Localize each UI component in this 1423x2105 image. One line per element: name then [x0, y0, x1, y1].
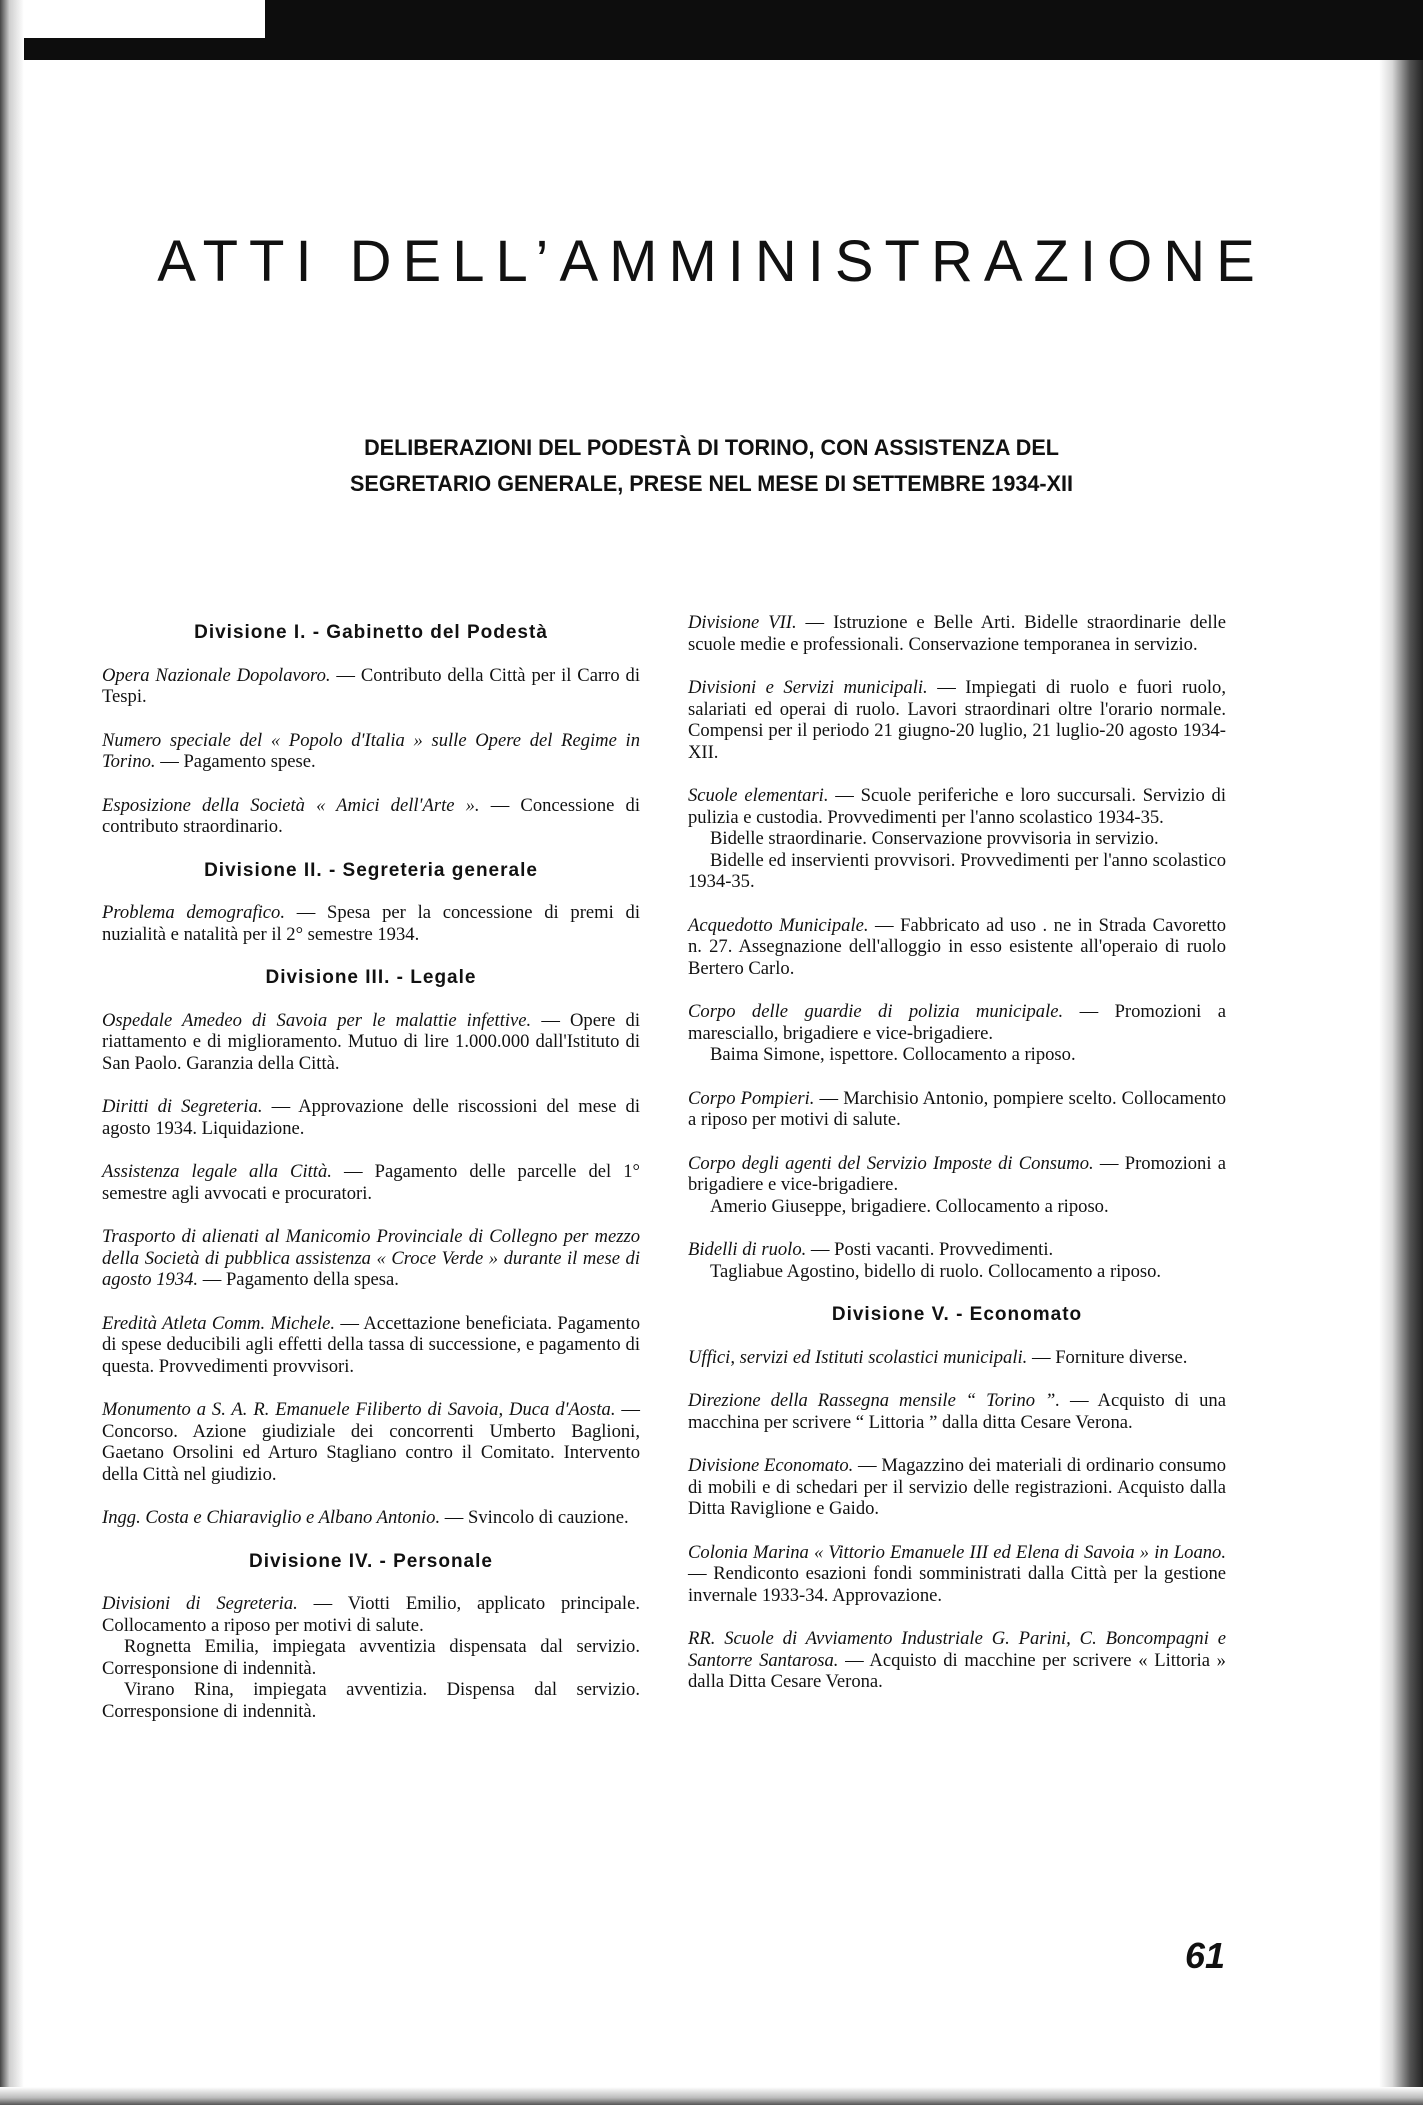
scan-top-gap [0, 0, 265, 38]
deliberation-entry [102, 902, 640, 945]
scan-bottom-edge [0, 2087, 1423, 2105]
division-heading: Divisione V. - Economato [831, 1304, 1083, 1325]
deliberation-entry [688, 915, 1226, 980]
page-title: ATTI DELL’AMMINISTRAZIONE [157, 229, 1266, 294]
entry-paragraph: Rognetta Emilia, impiegata avventizia dispensata dal servizio. Corresponsione di indennità. [102, 1636, 640, 1679]
deliberation-entry [102, 795, 640, 838]
entry-text: — Marchisio Antonio, pompiere scelto. Collocamento a riposo per motivi di salute. [688, 1087, 1226, 1130]
scan-right-edge [1379, 60, 1423, 2105]
entry-text: — Concessione di contributo straordinario. [102, 794, 640, 837]
entry-subject: Assistenza legale alla Città. [102, 1161, 332, 1182]
entry-text: — Accettazione beneficiata. Pagamento di spese deducibili agli effetti della tassa di successione, e pagamento di questa. Provvedimenti provvisori. [102, 1312, 641, 1377]
entry-subject: Uffici, servizi ed Istituti scolastici municipali. [688, 1346, 1028, 1368]
deliberation-entry [688, 677, 1226, 763]
page-subtitle [201, 430, 1221, 502]
deliberation-entry [102, 1507, 640, 1529]
entry-subject: Corpo degli agenti del Servizio Imposte di Consumo. [688, 1152, 1094, 1174]
entry-text: — Promozioni a brigadiere e vice-brigadiere. [688, 1152, 1227, 1195]
deliberation-entry [688, 1390, 1226, 1433]
division-heading: Divisione III. - Legale [265, 967, 477, 988]
entry-text: — Pagamento della spesa. [198, 1269, 399, 1290]
deliberation-entry [102, 1226, 640, 1291]
entry-text: — Contributo della Città per il Carro di Tespi. [102, 664, 640, 707]
entry-subject: Divisione Economato. [688, 1455, 854, 1476]
entry-text: — Svincolo di cauzione. [440, 1507, 629, 1528]
deliberation-entry [102, 730, 640, 773]
left-column [102, 612, 640, 1744]
deliberation-entry [102, 1399, 640, 1485]
entry-subject: Divisione VII. [688, 612, 797, 633]
entry-paragraph: Tagliabue Agostino, bidello di ruolo. Collocamento a riposo. [710, 1260, 1162, 1282]
entry-subject: Colonia Marina « Vittorio Emanuele III ed Elena di Savoia » in Loano. [688, 1541, 1226, 1563]
deliberation-entry [688, 1153, 1226, 1218]
deliberation-entry [688, 1001, 1226, 1066]
division-heading: Divisione II. - Segreteria generale [204, 859, 538, 881]
entry-text: — Acquisto di una macchina per scrivere “ Littoria ” dalla ditta Cesare Verona. [688, 1390, 1226, 1433]
deliberation-entry [688, 1455, 1226, 1520]
entry-text: — Posti vacanti. Provvedimenti. [806, 1239, 1054, 1260]
entry-subject: Trasporto di alienati al Manicomio Provinciale di Collegno per mezzo della Società di pubblica assistenza « Croce Verde » durante il mese di agosto 1934. [102, 1226, 640, 1290]
right-column [688, 612, 1226, 1715]
entry-subject: Opera Nazionale Dopolavoro. [102, 664, 331, 686]
entry-paragraph: Bidelle straordinarie. Conservazione provvisoria in servizio. [710, 828, 1159, 849]
deliberation-entry [688, 1347, 1226, 1369]
entry-paragraph: Virano Rina, impiegata avventizia. Dispensa dal servizio. Corresponsione di indennità. [102, 1679, 640, 1722]
deliberation-entry [688, 785, 1226, 893]
subtitle-line-2: SEGRETARIO GENERALE, PRESE NEL MESE DI SETTEMBRE 1934-XII [350, 471, 1073, 496]
deliberation-entry [688, 1239, 1226, 1282]
division-heading: Divisione IV. - Personale [249, 1550, 493, 1572]
page-number: 61 [1185, 1935, 1226, 1976]
scan-left-edge [0, 0, 24, 2105]
entry-text: — Opere di riattamento e di miglioramento. Mutuo di lire 1.000.000 dall'Istituto di San Paolo. Garanzia della Città. [102, 1009, 640, 1074]
entry-subject: Corpo delle guardie di polizia municipale. [688, 1001, 1064, 1022]
entry-text: — Magazzino dei materiali di ordinario consumo di mobili e di schedari per il servizio delle registrazioni. Acquisto dalla Ditta Raviglione e Gaido. [688, 1455, 1226, 1519]
entry-text: — Acquisto di macchine per scrivere « Littoria » dalla Ditta Cesare Verona. [688, 1649, 1226, 1692]
entry-subject: Diritti di Segreteria. [102, 1096, 263, 1117]
entry-text: — Scuole periferiche e loro succursali. Servizio di pulizia e custodia. Provvedimenti per l'anno scolastico 1934-35. [688, 785, 1226, 828]
entry-subject: RR. Scuole di Avviamento Industriale G. Parini, C. Boncompagni e Santorre Santarosa. [688, 1628, 1226, 1671]
entry-paragraph: Bidelle ed inservienti provvisori. Provvedimenti per l'anno scolastico 1934-35. [688, 849, 1226, 892]
deliberation-entry [102, 1096, 640, 1139]
entry-text: — Promozioni a maresciallo, brigadiere e vice-brigadiere. [688, 1001, 1226, 1044]
entry-text: — Forniture diverse. [1027, 1346, 1188, 1368]
deliberation-entry [688, 1088, 1226, 1131]
deliberation-entry [688, 612, 1226, 655]
entry-subject: Corpo Pompieri. [688, 1087, 815, 1109]
entry-subject: Esposizione della Società « Amici dell'Arte ». [102, 794, 480, 816]
entry-text: — Pagamento delle parcelle del 1° semestre agli avvocati e procuratori. [102, 1161, 640, 1204]
entry-text: — Spesa per la concessione di premi di nuzialità e natalità per il 2° semestre 1934. [102, 902, 640, 945]
entry-text: — Impiegati di ruolo e fuori ruolo, salariati ed operai di ruolo. Lavori straordinari oltre l'orario normale. Compensi per il periodo 21 giugno-20 luglio, 21 luglio-20 agosto 1934-XII. [688, 677, 1226, 763]
entry-subject: Monumento a S. A. R. Emanuele Filiberto di Savoia, Duca d'Aosta. [102, 1399, 616, 1420]
deliberation-entry [102, 1010, 640, 1075]
entry-subject: Divisioni di Segreteria. [102, 1593, 298, 1614]
deliberation-entry [688, 1628, 1226, 1693]
entry-text: — Viotti Emilio, applicato principale. Collocamento a riposo per motivi di salute. [102, 1593, 640, 1636]
entry-subject: Problema demografico. [102, 902, 285, 923]
deliberation-entry [102, 1313, 640, 1378]
entry-paragraph: Baima Simone, ispettore. Collocamento a riposo. [710, 1044, 1076, 1065]
entry-subject: Ingg. Costa e Chiaraviglio e Albano Antonio. [102, 1507, 441, 1528]
entry-paragraph: Amerio Giuseppe, brigadiere. Collocamento a riposo. [710, 1195, 1109, 1217]
subtitle-line-1: DELIBERAZIONI DEL PODESTÀ DI TORINO, CON ASSISTENZA DEL [364, 435, 1059, 460]
entry-subject: Bidelli di ruolo. [688, 1239, 807, 1260]
entry-subject: Direzione della Rassegna mensile “ Torino ”. [688, 1390, 1061, 1411]
entry-text: — Pagamento spese. [155, 751, 316, 772]
entry-text: — Rendiconto esazioni fondi somministrati dalla Città per la gestione invernale 1933-34. Approvazione. [688, 1563, 1226, 1606]
entry-subject: Eredità Atleta Comm. Michele. [102, 1312, 336, 1334]
entry-text: — Concorso. Azione giudiziale dei concorrenti Umberto Baglioni, Gaetano Orsolini ed Arturo Stagliano contro il Comitato. Intervento della Città nel giudizio. [102, 1399, 640, 1485]
deliberation-entry [102, 665, 640, 708]
deliberation-entry [102, 1161, 640, 1204]
entry-text: — Fabbricato ad uso . ne in Strada Cavoretto n. 27. Assegnazione dell'alloggio in esso esistente all'operaio di ruolo Bertero Carlo. [688, 914, 1227, 979]
entry-subject: Ospedale Amedeo di Savoia per le malattie infettive. [102, 1009, 532, 1031]
entry-subject: Scuole elementari. [688, 785, 829, 806]
entry-subject: Divisioni e Servizi municipali. [688, 677, 928, 698]
division-heading: Divisione I. - Gabinetto del Podestà [194, 622, 548, 643]
deliberation-entry [688, 1542, 1226, 1607]
entry-text: — Istruzione e Belle Arti. Bidelle straordinarie delle scuole medie e professionali. Conservazione temporanea in servizio. [688, 612, 1226, 655]
entry-subject: Acquedotto Municipale. [688, 914, 869, 936]
deliberation-entry [102, 1593, 640, 1722]
entry-text: — Approvazione delle riscossioni del mese di agosto 1934. Liquidazione. [102, 1096, 640, 1139]
entry-subject: Numero speciale del « Popolo d'Italia » sulle Opere del Regime in Torino. [102, 729, 640, 772]
